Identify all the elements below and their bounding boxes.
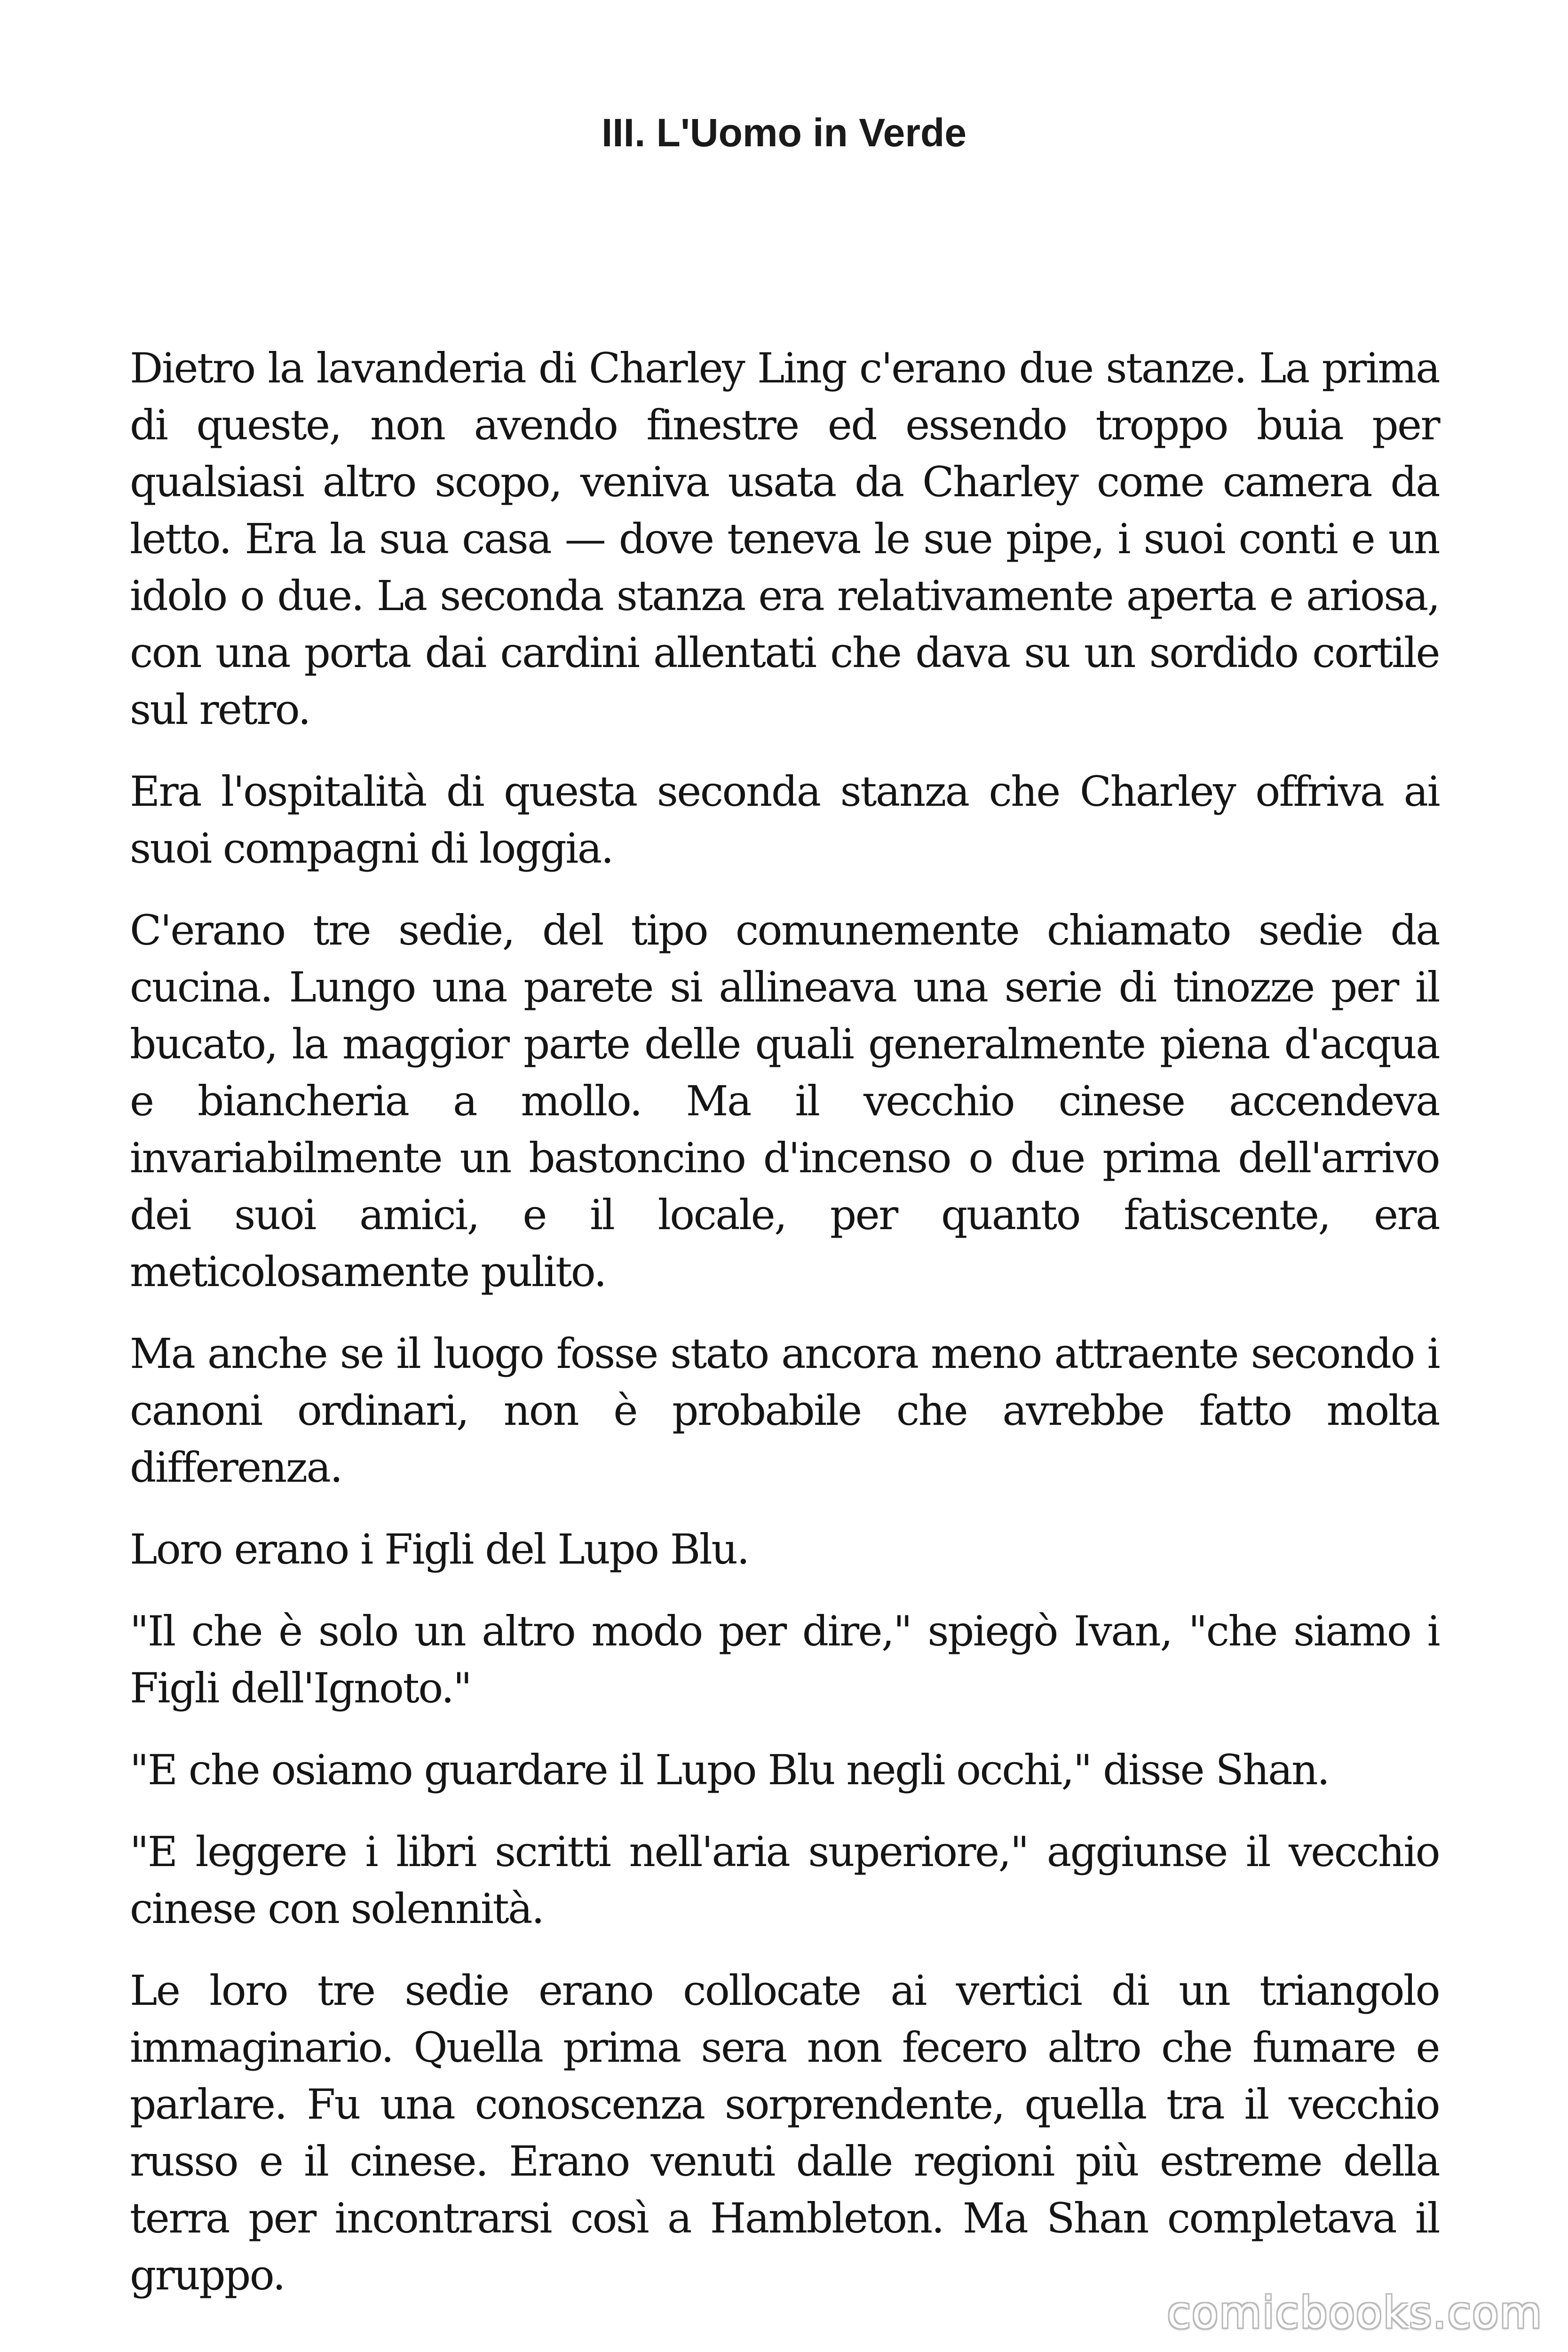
chapter-title: III. L'Uomo in Verde bbox=[601, 111, 967, 155]
site-watermark: comicbooks.com bbox=[1167, 2288, 1543, 2338]
paragraph: Loro erano i Figli del Lupo Blu. bbox=[130, 1525, 749, 1573]
paragraph: "E leggere i libri scritti nell'aria superiore," aggiunse il vecchio cinese con solennità. bbox=[130, 1828, 1439, 1933]
paragraph: C'erano tre sedie, del tipo comunemente chiamato sedie da cucina. Lungo una parete si allineava una serie di tinozze per il bucato, la maggior parte delle quali generalmente piena d'acqua e biancheria a mollo. Ma il vecchio cinese accendeva invariabilmente un bastoncino d'incenso o due prima dell'arrivo dei suoi amici, e il locale, per quanto fatiscente, era meticolosamente pulito. bbox=[130, 906, 1439, 1296]
paragraph: "E che osiamo guardare il Lupo Blu negli occhi," disse Shan. bbox=[130, 1746, 1329, 1794]
paragraph: Era l'ospitalità di questa seconda stanza che Charley offriva ai suoi compagni di loggia. bbox=[130, 767, 1439, 873]
paragraph: Le loro tre sedie erano collocate ai vertici di un triangolo immaginario. Quella prima sera non fecero altro che fumare e parlare. Fu una conoscenza sorprendente, quella tra il vecchio russo e il cinese. Erano venuti dalle regioni più estreme della terra per incontrarsi così a Hambleton. Ma Shan completava il gruppo. bbox=[130, 1966, 1439, 2299]
paragraph: "Il che è solo un altro modo per dire," spiegò Ivan, "che siamo i Figli dell'Ignoto." bbox=[130, 1607, 1439, 1712]
paragraph: Dietro la lavanderia di Charley Ling c'erano due stanze. La prima di queste, non avendo finestre ed essendo troppo buia per qualsiasi altro scopo, veniva usata da Charley come camera da letto. Era la sua casa — dove teneva le sue pipe, i suoi conti e un idolo o due. La seconda stanza era relativamente aperta e ariosa, con una porta dai cardini allentati che dava su un sordido cortile sul retro. bbox=[130, 344, 1439, 734]
paragraph: Ma anche se il luogo fosse stato ancora meno attraente secondo i canoni ordinari, non è probabile che avrebbe fatto molta differenza. bbox=[130, 1329, 1439, 1492]
chapter-body bbox=[130, 340, 1439, 2328]
